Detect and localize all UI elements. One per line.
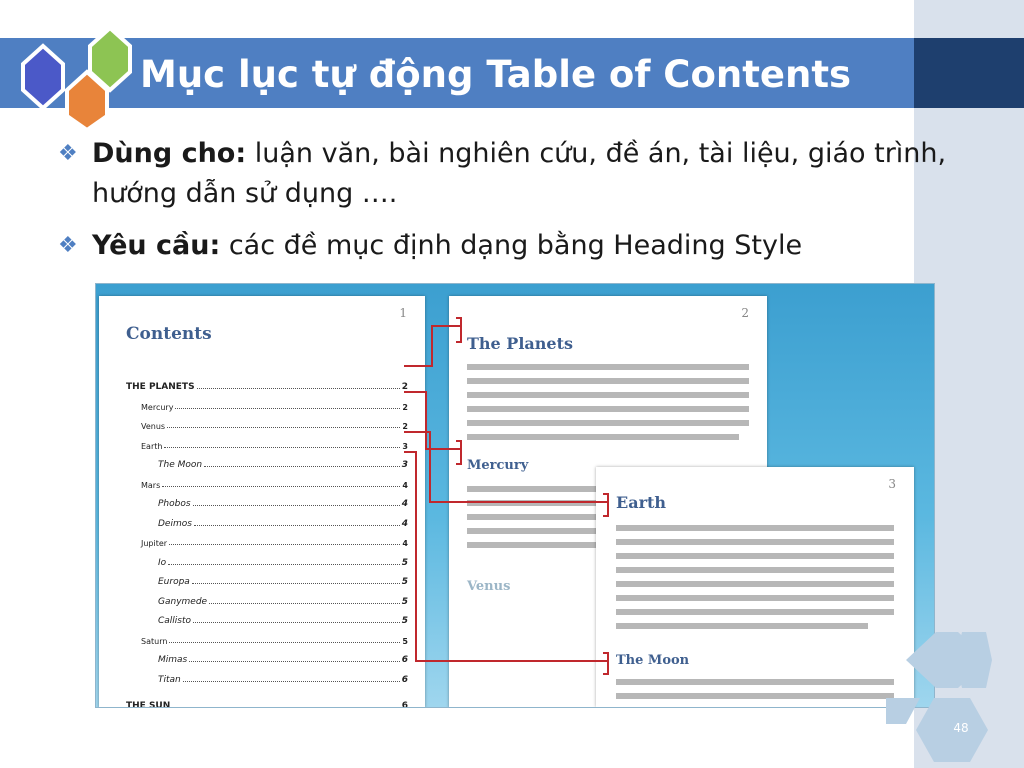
page-heading: The Moon <box>616 653 690 668</box>
toc-entry-text: THE PLANETS <box>126 382 195 392</box>
toc-entry-page: 4 <box>402 480 408 490</box>
toc-leader-dots <box>169 544 400 545</box>
toc-entry <box>126 366 408 392</box>
toc-entry-text: Saturn <box>141 636 168 646</box>
toc-entry-text: Mercury <box>141 402 174 412</box>
toc-leader-dots <box>193 622 400 623</box>
toc-entry-page: 2 <box>401 382 408 392</box>
toc-entry <box>126 490 408 510</box>
page-number: 1 <box>399 306 407 320</box>
toc-title: Contents <box>126 324 212 344</box>
toc-leader-dots <box>183 681 400 682</box>
diamond-bullet-icon: ❖ <box>58 141 78 166</box>
toc-leader-dots <box>167 427 400 428</box>
bullet-text: luận văn, bài nghiên cứu, đề án, tài liệu, giáo trình, hướng dẫn sử dụng …. <box>92 138 947 209</box>
slide-title: Mục lục tự động Table of Contents <box>140 53 852 96</box>
toc-entry <box>126 529 408 549</box>
toc-leader-dots <box>209 603 400 604</box>
toc-entry <box>126 626 408 646</box>
toc-entry <box>126 412 408 432</box>
toc-entry <box>126 392 408 412</box>
toc-entry-page: 4 <box>402 539 408 548</box>
toc-entry-page: 2 <box>402 402 408 412</box>
toc-leader-dots <box>175 408 400 409</box>
page-number: 3 <box>888 477 896 491</box>
toc-entry-page: 4 <box>401 499 408 509</box>
toc-leader-dots <box>194 525 400 526</box>
toc-entry-page: 6 <box>401 655 408 665</box>
toc-entry <box>126 470 408 490</box>
toc-leader-dots <box>169 642 400 643</box>
document-page-1 <box>99 296 425 708</box>
toc-entry <box>126 607 408 627</box>
toc-entry-text: Mars <box>141 480 161 490</box>
toc-entry-text: Io <box>158 557 167 568</box>
bullet-text: các đề mục định dạng bằng Heading Style <box>220 230 803 261</box>
toc-entry-text: Titan <box>158 674 181 685</box>
toc-entry-text: THE SUN <box>126 700 171 708</box>
toc-entry <box>126 451 408 471</box>
bullet-requirement <box>58 226 1008 266</box>
page-heading: Venus <box>467 579 511 594</box>
toc-leader-dots <box>168 564 400 565</box>
toc-entry-page: 2 <box>402 422 408 431</box>
title-bar-cap <box>914 38 1024 108</box>
bullet-label: Dùng cho: <box>92 138 247 169</box>
toc-entry-text: Ganymede <box>158 596 208 607</box>
toc-leader-dots <box>192 583 400 584</box>
toc-entry-page: 5 <box>401 596 408 607</box>
toc-entry <box>126 587 408 607</box>
toc-leader-dots <box>193 505 400 506</box>
toc-entry <box>126 431 408 451</box>
toc-entry-page: 6 <box>401 674 408 685</box>
toc-entry-page: 6 <box>401 700 408 708</box>
toc-entry-page: 4 <box>401 518 408 529</box>
toc-entry <box>126 665 408 685</box>
toc-entry-page: 5 <box>401 616 408 626</box>
toc-entry-page: 3 <box>401 460 408 470</box>
toc-entry <box>126 646 408 666</box>
bullet-usage <box>58 134 1008 214</box>
toc-list <box>126 366 408 708</box>
toc-entry-text: Earth <box>141 441 163 451</box>
page-number: 2 <box>741 306 749 320</box>
toc-entry <box>126 568 408 588</box>
toc-entry-text: Mimas <box>158 655 188 665</box>
toc-entry <box>126 509 408 529</box>
toc-leader-dots <box>204 466 400 467</box>
toc-entry-text: Callisto <box>158 616 192 626</box>
slide-number: 48 <box>953 721 969 735</box>
toc-leader-dots <box>189 661 399 662</box>
hexagon-logo-icon <box>0 20 140 130</box>
bullet-list <box>58 134 1008 278</box>
toc-entry-text: Phobos <box>158 499 191 509</box>
toc-entry-page: 5 <box>402 636 408 646</box>
toc-entry-text: Deimos <box>158 518 192 529</box>
toc-entry-page: 5 <box>401 577 408 587</box>
diamond-bullet-icon: ❖ <box>58 233 78 258</box>
toc-leader-dots <box>172 707 399 708</box>
toc-entry <box>126 685 408 709</box>
page-heading: The Planets <box>467 334 573 353</box>
toc-entry-page: 3 <box>402 441 408 451</box>
toc-entry-text: The Moon <box>158 460 203 470</box>
document-screenshot <box>95 283 935 708</box>
toc-entry-text: Venus <box>141 422 166 431</box>
toc-entry-text: Jupiter <box>141 539 168 548</box>
toc-leader-dots <box>197 388 400 389</box>
toc-leader-dots <box>164 447 400 448</box>
page-heading: Earth <box>616 493 667 512</box>
toc-entry-page: 5 <box>401 557 408 568</box>
toc-entry-text: Europa <box>158 577 190 587</box>
bullet-label: Yêu cầu: <box>92 230 221 261</box>
toc-leader-dots <box>162 486 400 487</box>
decor-hexagons <box>866 628 1024 768</box>
toc-entry <box>126 548 408 568</box>
page-heading: Mercury <box>467 458 529 473</box>
